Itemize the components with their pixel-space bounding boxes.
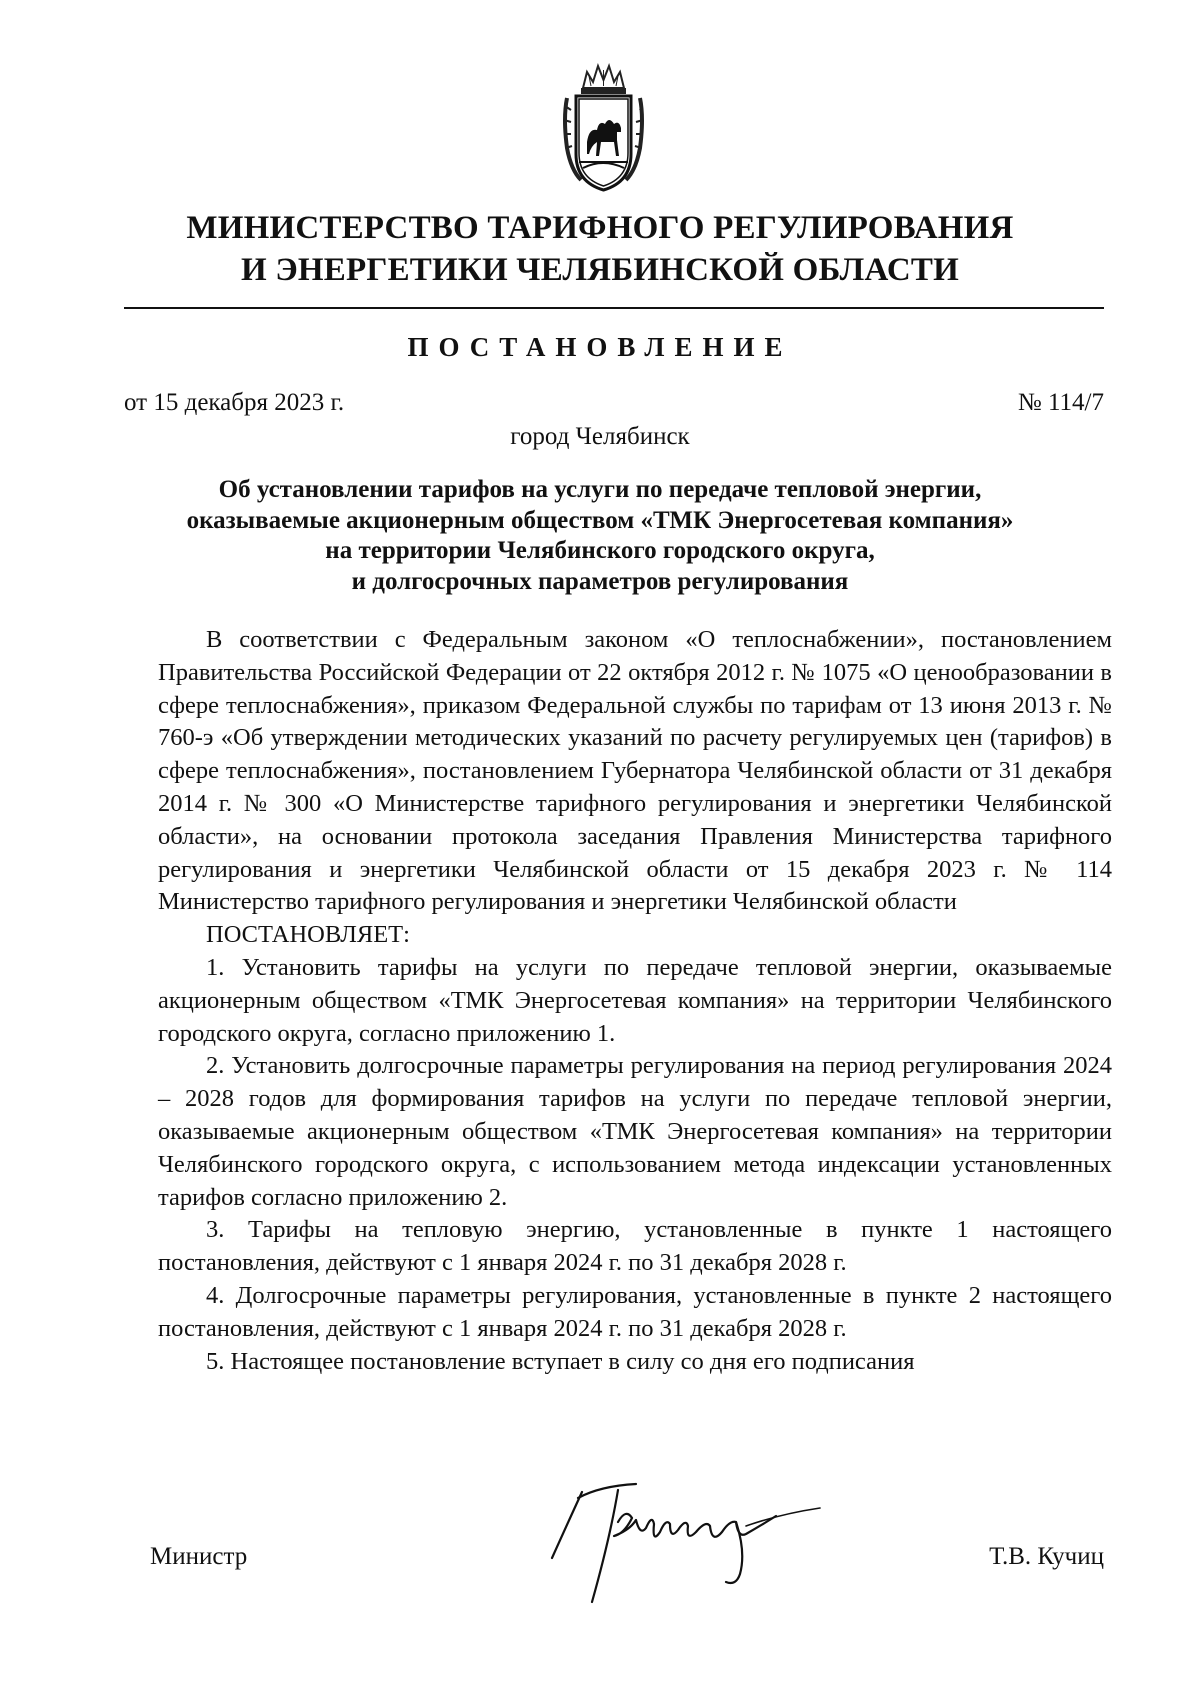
signatory-name: Т.В. Кучиц xyxy=(989,1543,1104,1570)
decree-item: 2. Установить долгосрочные параметры регулирования на период регулирования 2024 – 2028 годов для формирования тарифов на услуги по передаче тепловой энергии, оказываемые акционерным обществом «ТМК Энергосетевая компания» на территории Челябинского городского округа, с использованием метода индексации установленных тарифов согласно приложению 2. xyxy=(158,1052,1112,1211)
document-number: № 114/7 xyxy=(1017,389,1104,416)
decree-item: 3. Тарифы на тепловую энергию, установленные в пункте 1 настоящего постановления, действуют с 1 января 2024 г. по 31 декабря 2028 г. xyxy=(158,1216,1112,1277)
document-city: город Челябинск xyxy=(510,423,690,450)
preamble-paragraph: В соответствии с Федеральным законом «О теплоснабжении», постановлением Правительства Российской Федерации от 22 октября 2012 г. № 1075 «О ценообразовании в сфере теплоснабжения», приказом Федеральной службы по тарифам от 13 июня 2013 г. № 760-э «Об утверждении методических указаний по расчету регулируемых цен (тарифов) в сфере теплоснабжения», постановлением Губернатора Челябинской области от 31 декабря 2014 г. № 300 «О Министерстве тарифного регулирования и энергетики Челябинской области», на основании протокола заседания Правления Министерства тарифного регулирования и энергетики Челябинской области от 15 декабря 2023 г. № 114 Министерство тарифного регулирования и энергетики Челябинской области xyxy=(158,626,1112,916)
subject-line: на территории Челябинского городского округа, xyxy=(325,537,875,564)
subject-line: оказываемые акционерным обществом «ТМК Энергосетевая компания» xyxy=(186,506,1014,534)
document-date: от 15 декабря 2023 г. xyxy=(124,389,345,416)
decree-item: 5. Настоящее постановление вступает в силу со дня его подписания xyxy=(206,1347,915,1375)
document-subject xyxy=(0,475,1200,597)
document-type-title: ПОСТАНОВЛЕНИЕ xyxy=(407,332,793,362)
subject-line: и долгосрочных параметров регулирования xyxy=(351,567,849,595)
subject-line: Об установлении тарифов на услуги по передаче тепловой энергии, xyxy=(218,476,982,503)
ministry-name-line-1: МИНИСТЕРСТВО ТАРИФНОГО РЕГУЛИРОВАНИЯ xyxy=(186,210,1014,246)
ministry-name-line-2: И ЭНЕРГЕТИКИ ЧЕЛЯБИНСКОЙ ОБЛАСТИ xyxy=(241,252,959,288)
signatory-title: Министр xyxy=(150,1543,248,1570)
decree-item: 1. Установить тарифы на услуги по передаче тепловой энергии, оказываемые акционерным обществом «ТМК Энергосетевая компания» на территории Челябинского городского округа, согласно приложению 1. xyxy=(158,953,1112,1047)
coat-of-arms-icon xyxy=(561,58,646,198)
document-body xyxy=(158,624,1112,1378)
handwritten-signature-icon xyxy=(540,1478,840,1608)
decree-item: 4. Долгосрочные параметры регулирования, установленные в пункте 2 настоящего постановления, действуют с 1 января 2024 г. по 31 декабря 2028 г. xyxy=(158,1281,1112,1342)
header-divider xyxy=(124,307,1104,309)
decree-word: ПОСТАНОВЛЯЕТ: xyxy=(206,921,410,949)
